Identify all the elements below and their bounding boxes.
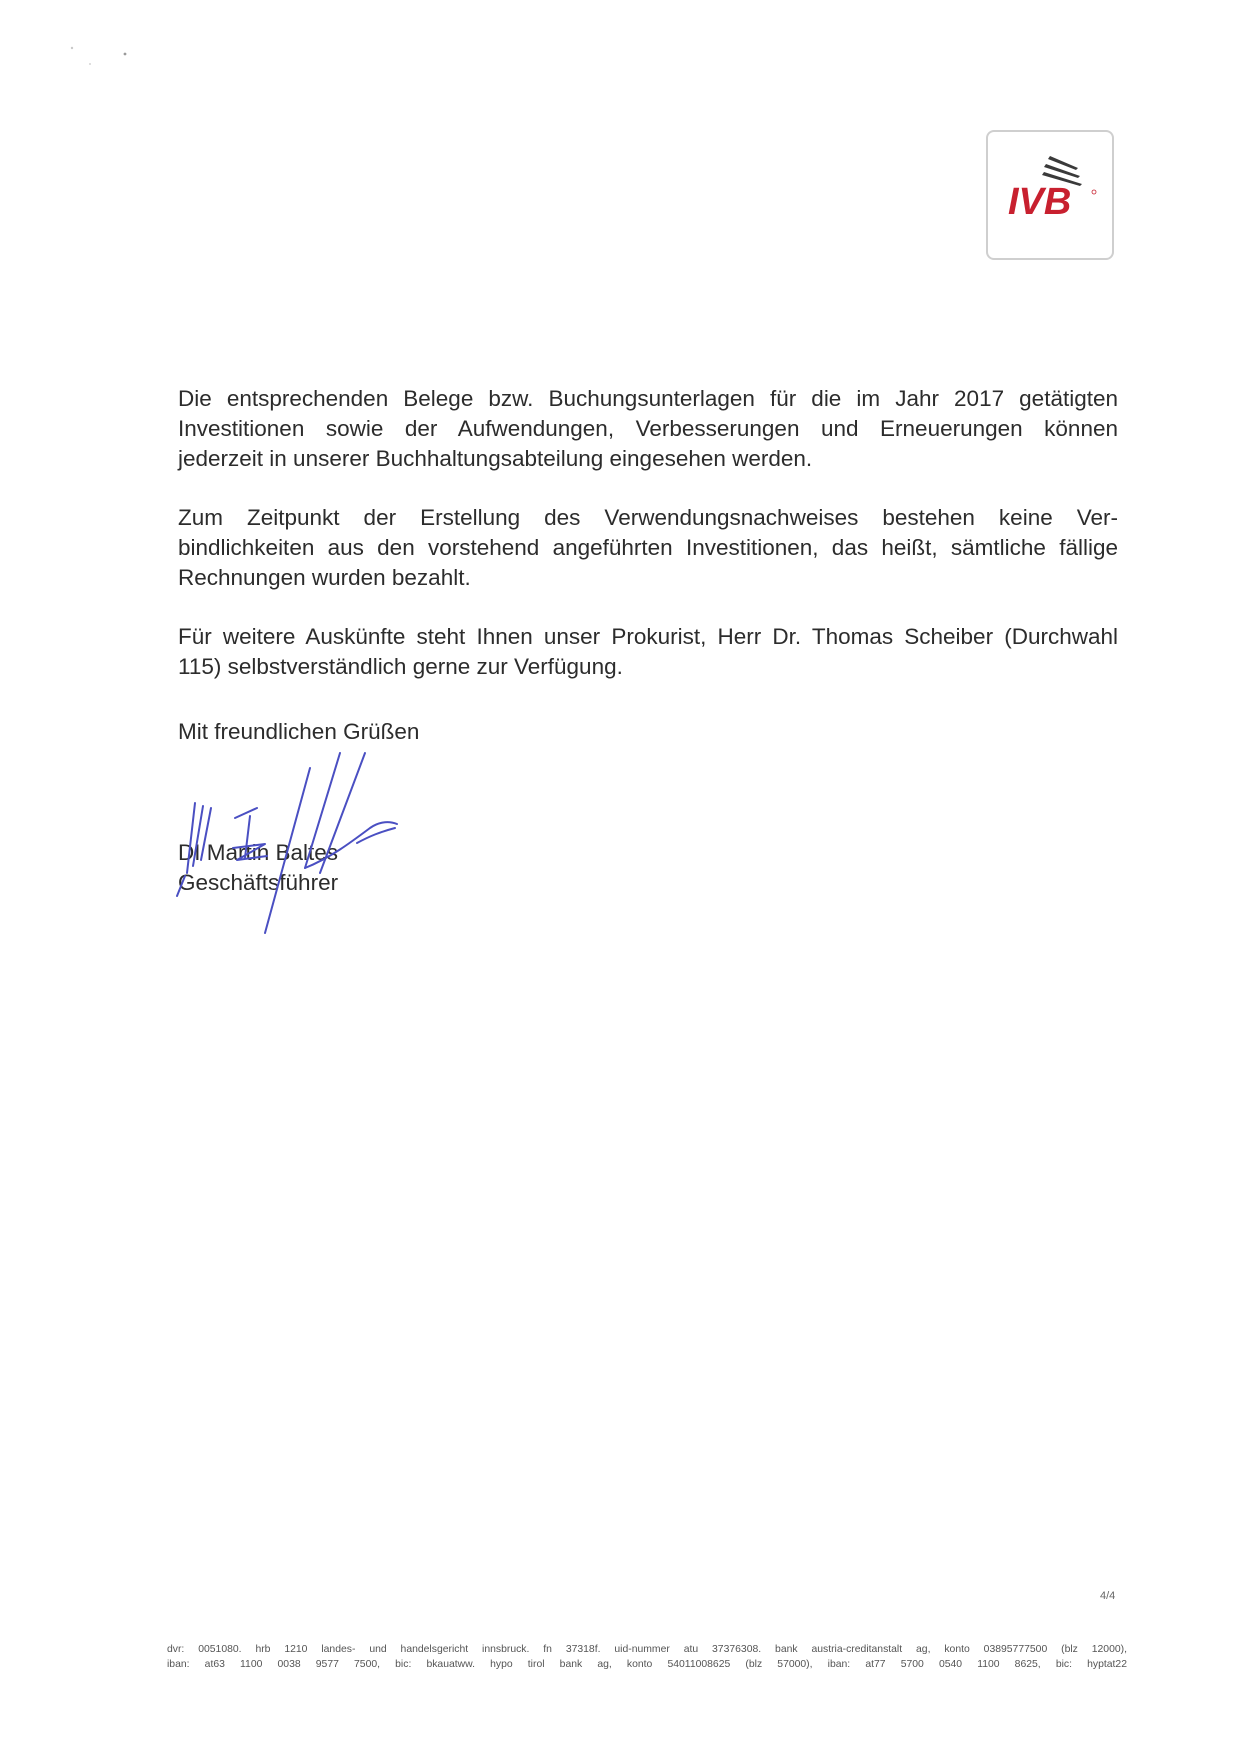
- paragraph-line: Für weitere Auskünfte steht Ihnen unser Prokurist, Herr Dr. Thomas Scheiber (Durchwahl: [178, 624, 1118, 649]
- closing-greeting: Mit freundlichen Grüßen: [178, 719, 420, 744]
- paragraph-line: Die entsprechenden Belege bzw. Buchungsunterlagen für die im Jahr 2017 getätigten: [178, 386, 1118, 411]
- letter-body: [178, 384, 1118, 711]
- paragraph-3: [178, 622, 1118, 682]
- scan-specks: [40, 40, 140, 80]
- paragraph-line: Zum Zeitpunkt der Erstellung des Verwendungsnachweises bestehen keine Ver-: [178, 505, 1118, 530]
- company-footer: [167, 1642, 1127, 1672]
- paragraph-1: [178, 384, 1118, 474]
- paragraph-line: bindlichkeiten aus den vorstehend angeführten Investitionen, das heißt, sämtliche fällige: [178, 535, 1118, 560]
- paragraph-line: 115) selbstverständlich gerne zur Verfügung.: [178, 654, 623, 679]
- footer-line: iban: at63 1100 0038 9577 7500, bic: bkauatww. hypo tirol bank ag, konto 54011008625 (blz 57000), iban: at77 5700 0540 1100 8625, bic: hyptat22: [167, 1659, 1127, 1670]
- paragraph-line: Investitionen sowie der Aufwendungen, Verbesserungen und Erneuerungen können: [178, 416, 1118, 441]
- page-number: 4/4: [1100, 1590, 1116, 1602]
- paragraph-line: Rechnungen wurden bezahlt.: [178, 565, 471, 590]
- footer-line: dvr: 0051080. hrb 1210 landes- und handelsgericht innsbruck. fn 37318f. uid-nummer atu 37376308. bank austria-creditanstalt ag, konto 03895777500 (blz 12000),: [167, 1644, 1127, 1655]
- handwritten-signature: [165, 748, 445, 948]
- logo-text: IVB: [1008, 181, 1072, 223]
- paragraph-2: [178, 503, 1118, 593]
- ivb-logo: [986, 130, 1114, 260]
- signatory-name: DI Martin Baltes: [178, 840, 339, 865]
- paragraph-line: jederzeit in unserer Buchhaltungsabteilung eingesehen werden.: [178, 446, 813, 471]
- signatory-title: Geschäftsführer: [178, 870, 339, 895]
